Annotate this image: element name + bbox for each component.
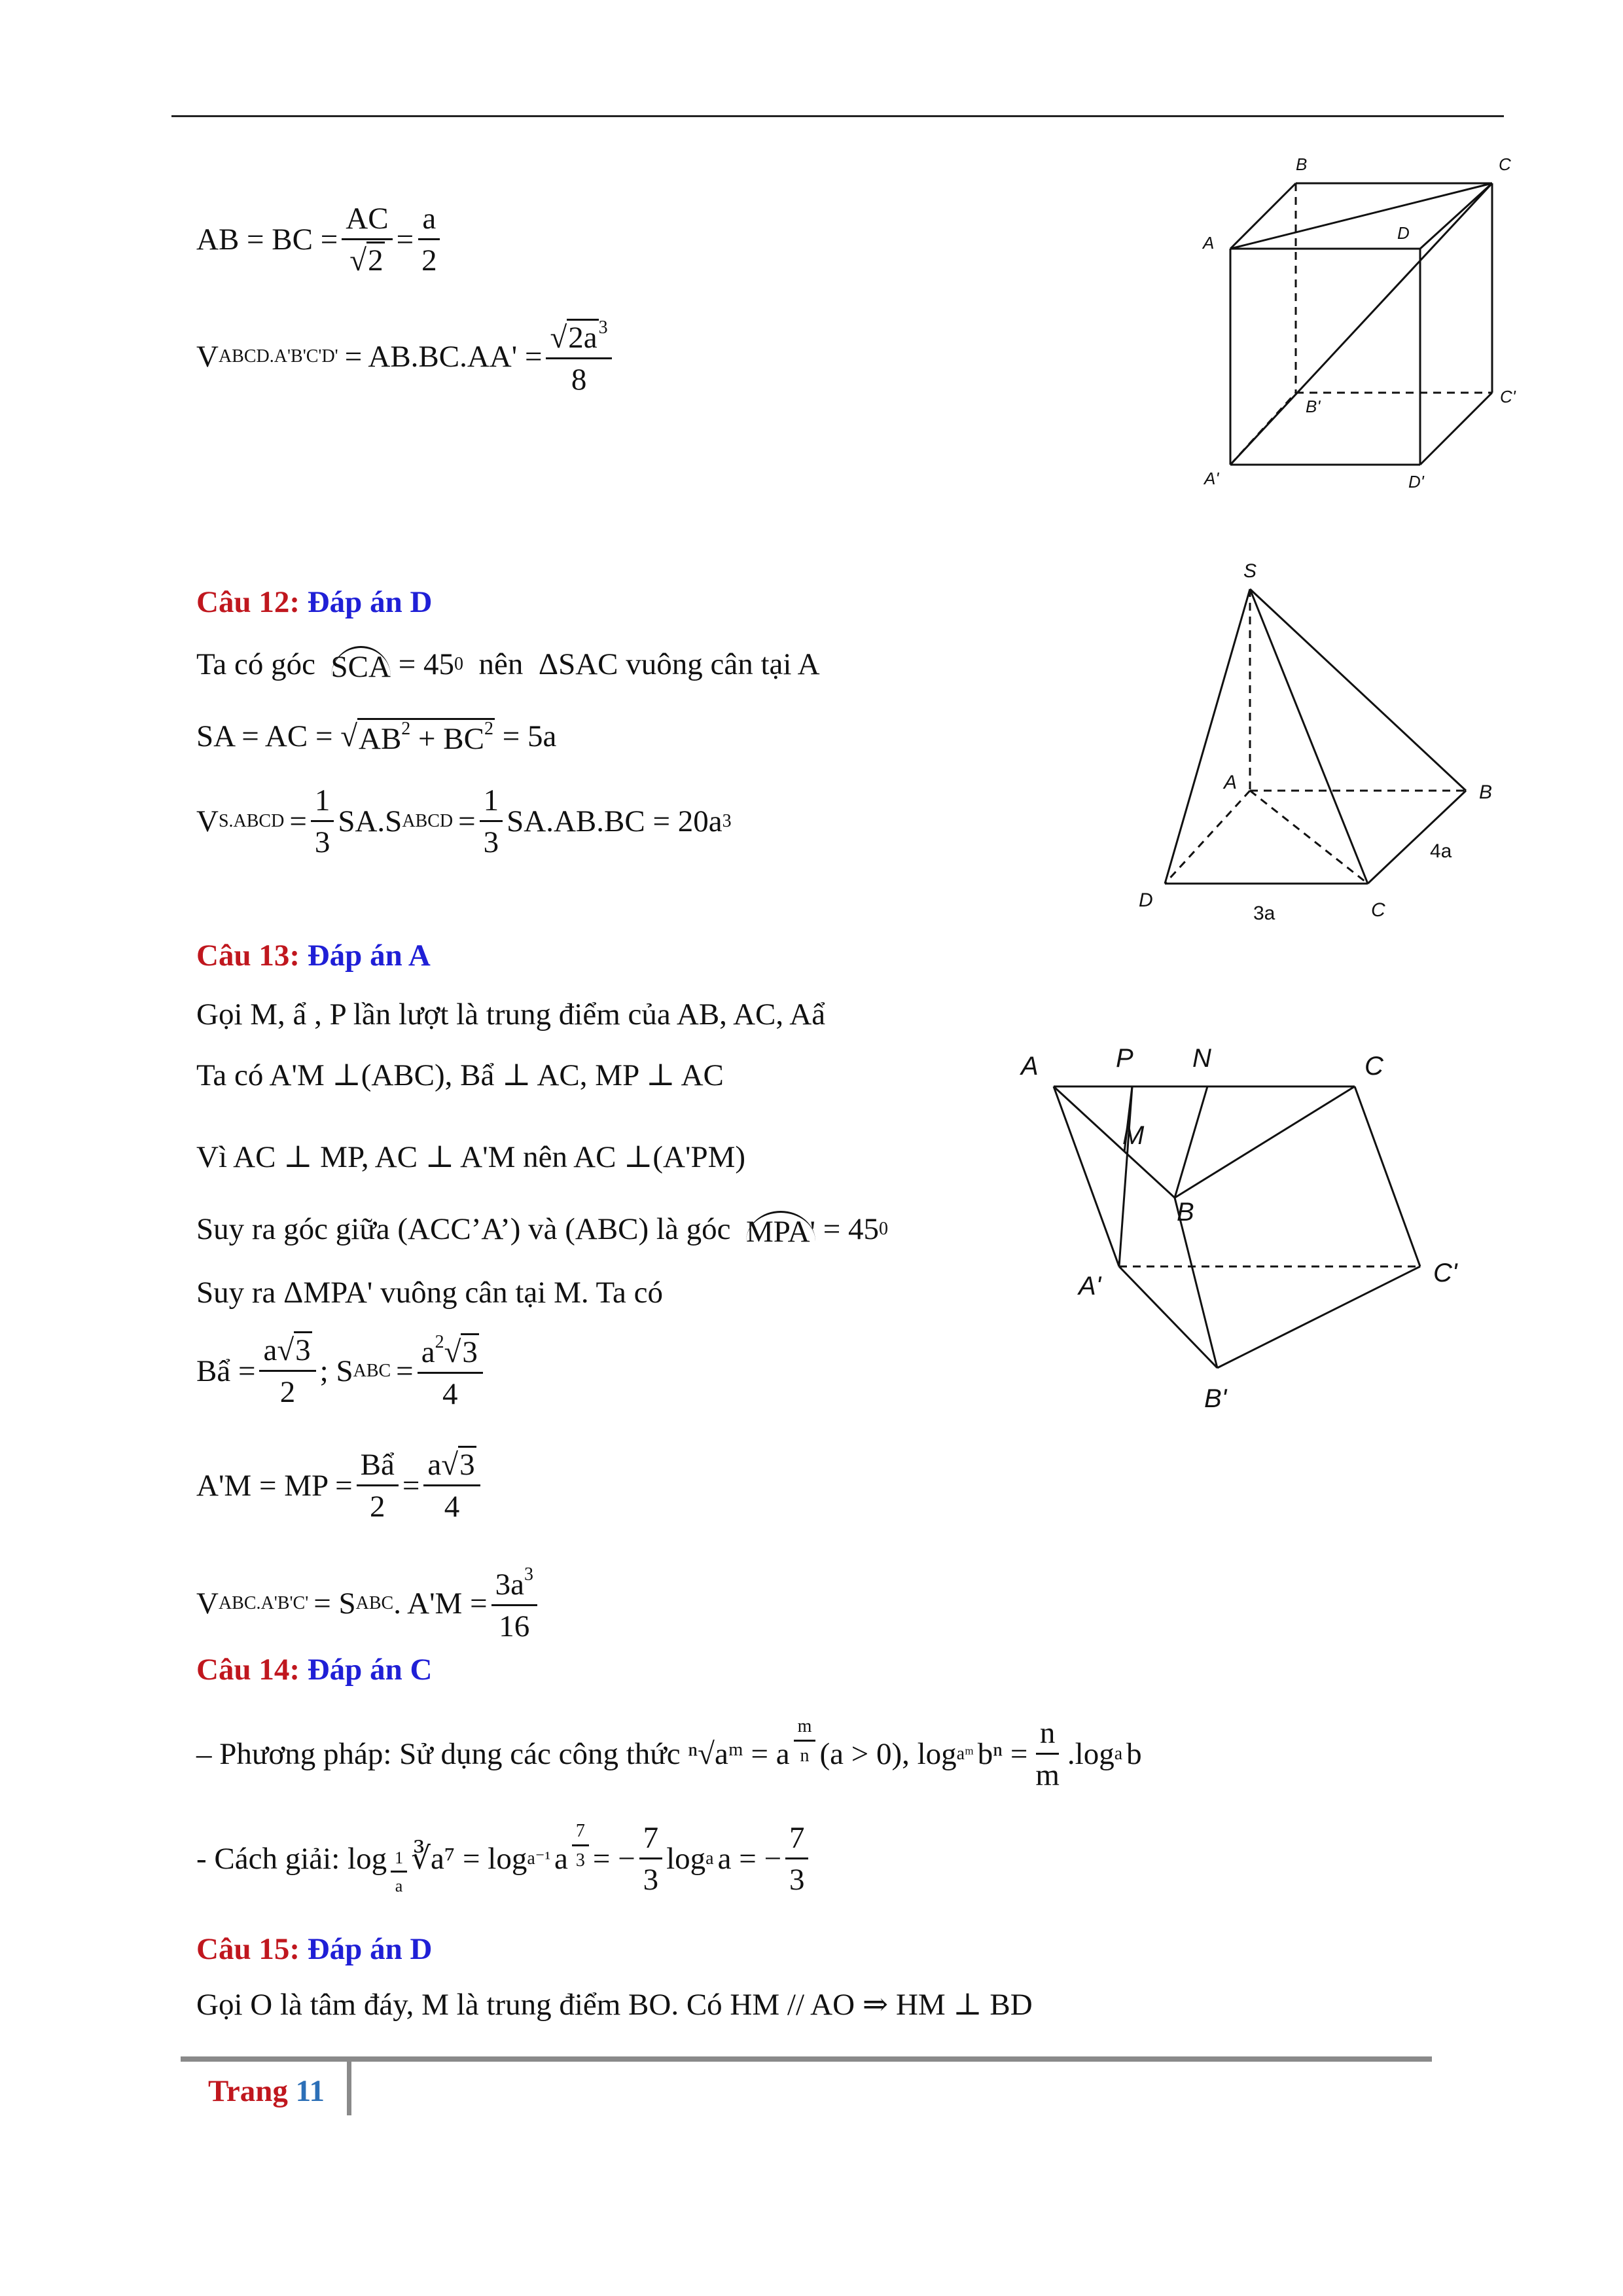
fig3-label-A: A bbox=[1021, 1052, 1039, 1081]
q13-line4: Suy ra góc giữa (ACC’A’) và (ABC) là góc MPA' = 45 0 bbox=[196, 1211, 889, 1249]
fig1-label-D: D bbox=[1397, 223, 1410, 243]
fig3-label-M: M bbox=[1122, 1121, 1145, 1150]
fig3-label-N: N bbox=[1192, 1044, 1211, 1073]
fig2-label-3a: 3a bbox=[1253, 903, 1275, 924]
fig2-label-B: B bbox=[1479, 781, 1493, 803]
q13-line6: Bẩ = $\frac{a√3}{2}$ ; S ABC = $\frac{a^2√3}{4}$ bbox=[196, 1329, 487, 1414]
fig1-label-B: B bbox=[1296, 154, 1308, 174]
q13-line7: A'M = MP = $\frac{\text{Bẩ}}{2}$ = $\frac{a√3}{4}$ bbox=[196, 1443, 484, 1528]
footer-divider bbox=[347, 2062, 351, 2115]
figure-pyramid bbox=[1113, 550, 1518, 942]
q15-heading: Câu 15: Đáp án D bbox=[196, 1932, 433, 1966]
fig1-label-C2: C' bbox=[1500, 387, 1516, 406]
q12-line1: Ta có góc SCA = 45 0 nên ΔSAC vuông cân tại A bbox=[196, 647, 820, 684]
q13-line3: Vì AC ⊥ MP, AC ⊥ A'M nên AC ⊥ (A'PM) bbox=[196, 1139, 746, 1174]
q12-line3: V S.ABCD = $\frac{1}{3}$ SA.S ABCD = $\frac{1}{3}$ SA.AB.BC = 20a 3 bbox=[196, 783, 732, 859]
fig2-label-D: D bbox=[1139, 889, 1153, 911]
q13-line2: Ta có A'M ⊥ (ABC) , Bẩ ⊥ AC, MP ⊥ AC bbox=[196, 1058, 724, 1092]
fig3-label-A2: A' bbox=[1079, 1272, 1101, 1300]
q14-line2: - Cách giải: log $\frac{1}{a}$ ∛a⁷ = log a⁻¹ a $\frac{7}{3}$ = − $\frac{7}{3}$ log a a = − $\frac{7}{3}$ bbox=[196, 1813, 812, 1905]
fig2-label-C: C bbox=[1371, 899, 1385, 921]
fig3-label-P: P bbox=[1116, 1044, 1133, 1073]
q14-heading: Câu 14: Đáp án C bbox=[196, 1653, 433, 1687]
figure-prism bbox=[1008, 1028, 1505, 1440]
footer-rule bbox=[181, 2056, 1432, 2062]
fig3-label-C2: C' bbox=[1433, 1259, 1457, 1287]
fig2-label-S: S bbox=[1243, 560, 1257, 582]
fig1-label-A2: A' bbox=[1204, 469, 1219, 488]
fig3-label-C: C bbox=[1364, 1052, 1383, 1081]
header-rule bbox=[171, 115, 1504, 117]
q15-line1: Gọi O là tâm đáy, M là trung điểm BO. Có HM // AO ⇒ HM ⊥ BD bbox=[196, 1988, 1033, 2022]
fig2-label-4a: 4a bbox=[1430, 840, 1452, 862]
calc-ab-bc: AB = BC = $\frac{AC}{√2}$ = $\frac{a}{2}$ bbox=[196, 194, 445, 285]
fig1-label-C: C bbox=[1499, 154, 1511, 174]
fig2-label-A: A bbox=[1224, 772, 1238, 793]
q12-line2: SA = AC = √ $AB^2 + BC^2$ = 5a bbox=[196, 719, 557, 756]
page-number: Trang 11 bbox=[208, 2074, 325, 2108]
q13-heading: Câu 13: Đáp án A bbox=[196, 939, 431, 973]
fig1-label-B2: B' bbox=[1306, 397, 1321, 416]
q13-line1: Gọi M, ẩ , P lần lượt là trung điểm của AB, AC, Aẩ bbox=[196, 997, 826, 1031]
fig3-label-B2: B' bbox=[1204, 1384, 1227, 1413]
q14-line1: – Phương pháp: Sử dụng các công thức ⁿ√aᵐ = a $\frac{m}{n}$ (a > 0), log aᵐ bⁿ = $\frac{n}{m}$ .log a b bbox=[196, 1715, 1142, 1792]
q13-line5: Suy ra ΔMPA' vuông cân tại M. Ta có bbox=[196, 1275, 663, 1310]
q12-heading: Câu 12: Đáp án D bbox=[196, 585, 433, 619]
fig1-label-A: A bbox=[1203, 233, 1215, 253]
calc-volume-cube: V ABCD.A'B'C'D' = AB.BC.AA' = $\frac{√2a^3}{8}$ bbox=[196, 314, 616, 399]
q13-line8: V ABC.A'B'C' = S ABC . A'M = $\frac{3a^3}{16}$ bbox=[196, 1561, 541, 1646]
fig3-label-B: B bbox=[1177, 1198, 1194, 1227]
fig1-label-D2: D' bbox=[1408, 472, 1424, 492]
figure-cube bbox=[1165, 144, 1531, 511]
